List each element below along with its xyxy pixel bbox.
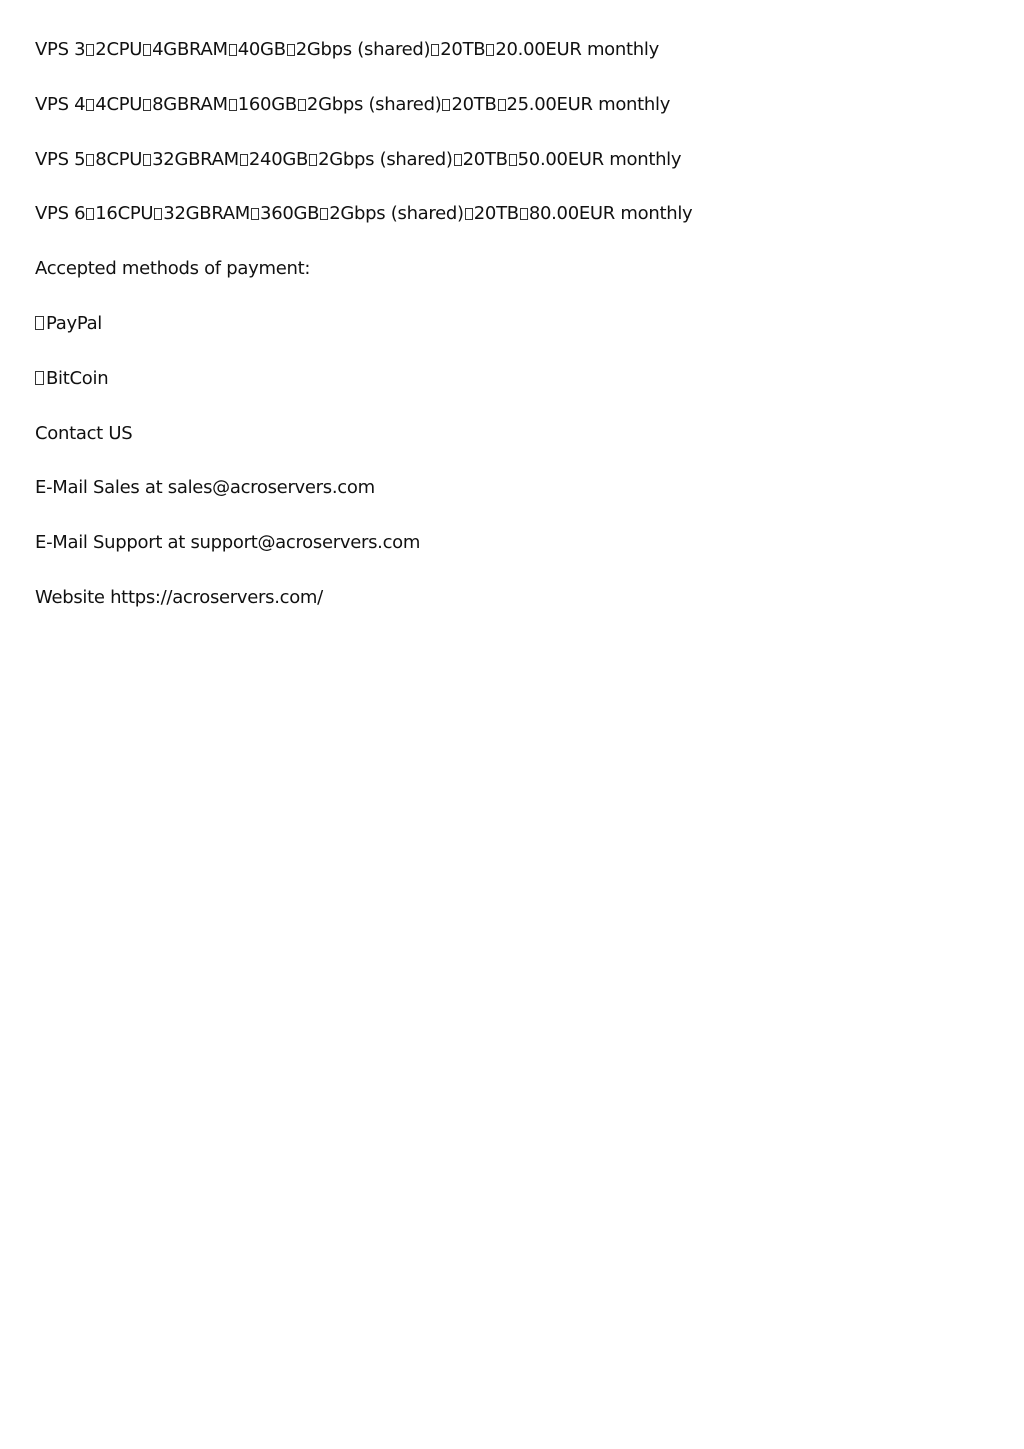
plan-bandwidth-label: Gbps (shared) bbox=[318, 93, 442, 115]
plan-disk-label: GB bbox=[282, 148, 309, 170]
plan-vps-3 bbox=[35, 36, 995, 63]
separator-glyph bbox=[154, 208, 162, 220]
plan-bandwidth: 2 bbox=[295, 39, 307, 60]
bullet-glyph-icon bbox=[35, 316, 44, 330]
plan-bandwidth: 2 bbox=[306, 93, 319, 115]
separator-glyph bbox=[509, 154, 517, 166]
plan-cpu-label: CPU bbox=[117, 203, 154, 225]
separator-glyph bbox=[520, 208, 528, 220]
contact-support-email: E-Mail Support at support@acroservers.com bbox=[35, 532, 421, 554]
plan-disk: 360 bbox=[260, 203, 294, 225]
plan-vps-5 bbox=[35, 146, 995, 173]
payment-heading: Accepted methods of payment: bbox=[35, 258, 311, 280]
separator-glyph bbox=[143, 44, 151, 56]
plan-cpu: 8 bbox=[95, 148, 107, 170]
plan-disk: 40 bbox=[237, 39, 261, 60]
plan-traffic: 20 bbox=[451, 93, 474, 115]
plan-price: 80.00 bbox=[528, 203, 579, 225]
separator-glyph bbox=[287, 44, 295, 56]
plan-ram-label: RAM bbox=[189, 39, 228, 60]
plan-disk: 160 bbox=[237, 93, 272, 115]
plan-bandwidth: 2 bbox=[329, 203, 341, 225]
contact-sales-email: E-Mail Sales at sales@acroservers.com bbox=[35, 477, 375, 499]
plan-price-label: EUR monthly bbox=[556, 93, 671, 115]
plan-price: 50.00 bbox=[517, 148, 568, 170]
plan-price-label: EUR monthly bbox=[567, 148, 682, 170]
plan-ram: 32GB bbox=[163, 203, 212, 225]
plan-price-label: EUR monthly bbox=[545, 39, 659, 60]
plan-name: VPS 5 bbox=[35, 148, 86, 170]
separator-glyph bbox=[251, 208, 259, 220]
plan-cpu: 4 bbox=[95, 93, 107, 115]
plan-cpu-label: CPU bbox=[106, 93, 143, 115]
separator-glyph bbox=[298, 99, 306, 111]
plan-disk: 240 bbox=[248, 148, 283, 170]
separator-glyph bbox=[86, 99, 94, 111]
contact-website: Website https://acroservers.com/ bbox=[35, 586, 323, 608]
plan-name: VPS 3 bbox=[35, 39, 86, 60]
plan-ram: 4GB bbox=[152, 39, 189, 60]
document-page bbox=[35, 36, 995, 639]
separator-glyph bbox=[143, 99, 151, 111]
separator-glyph bbox=[240, 154, 248, 166]
plan-vps-4 bbox=[35, 91, 995, 118]
separator-glyph bbox=[465, 208, 473, 220]
separator-glyph bbox=[86, 208, 94, 220]
plan-traffic-label: TB bbox=[473, 93, 497, 115]
plan-ram: 8GB bbox=[152, 93, 189, 115]
separator-glyph bbox=[86, 154, 94, 166]
plan-traffic-label: TB bbox=[484, 148, 508, 170]
payment-method-paypal bbox=[35, 310, 995, 337]
contact-heading: Contact US bbox=[35, 422, 133, 444]
plan-cpu-label: CPU bbox=[106, 39, 143, 60]
plan-name: VPS 4 bbox=[35, 93, 86, 115]
plan-ram-label: RAM bbox=[211, 203, 251, 225]
plan-cpu: 16 bbox=[95, 203, 118, 225]
separator-glyph bbox=[86, 44, 94, 56]
bullet-glyph-icon bbox=[35, 371, 44, 385]
plan-bandwidth-label: Gbps (shared) bbox=[329, 148, 453, 170]
separator-glyph bbox=[498, 99, 506, 111]
payment-method-bitcoin bbox=[35, 365, 995, 392]
plan-disk-label: GB bbox=[271, 93, 297, 115]
plan-traffic: 20 bbox=[473, 203, 497, 225]
payment-method-label: PayPal bbox=[46, 312, 103, 334]
separator-glyph bbox=[442, 99, 450, 111]
separator-glyph bbox=[229, 99, 237, 111]
plan-traffic-label: TB bbox=[462, 39, 486, 60]
plan-cpu-label: CPU bbox=[106, 148, 143, 170]
plan-price-label: EUR monthly bbox=[578, 203, 693, 225]
plan-cpu: 2 bbox=[95, 39, 107, 60]
plan-ram-label: RAM bbox=[189, 93, 228, 115]
plan-vps-6 bbox=[35, 200, 995, 227]
plan-price: 25.00 bbox=[506, 93, 557, 115]
plan-traffic: 20 bbox=[440, 39, 463, 60]
plan-price: 20.00 bbox=[495, 39, 546, 60]
plan-name: VPS 6 bbox=[35, 203, 86, 225]
separator-glyph bbox=[486, 44, 494, 56]
separator-glyph bbox=[143, 154, 151, 166]
separator-glyph bbox=[431, 44, 439, 56]
separator-glyph bbox=[309, 154, 317, 166]
separator-glyph bbox=[454, 154, 462, 166]
plan-traffic: 20 bbox=[462, 148, 485, 170]
plan-bandwidth-label: Gbps (shared) bbox=[340, 203, 464, 225]
plan-bandwidth: 2 bbox=[318, 148, 330, 170]
plan-disk-label: GB bbox=[293, 203, 320, 225]
separator-glyph bbox=[229, 44, 237, 56]
payment-method-label: BitCoin bbox=[46, 367, 109, 389]
separator-glyph bbox=[320, 208, 328, 220]
plan-ram: 32GB bbox=[152, 148, 201, 170]
plan-bandwidth-label: Gbps (shared) bbox=[306, 39, 431, 60]
plan-traffic-label: TB bbox=[496, 203, 519, 225]
plan-disk-label: GB bbox=[260, 39, 286, 60]
plan-ram-label: RAM bbox=[200, 148, 239, 170]
